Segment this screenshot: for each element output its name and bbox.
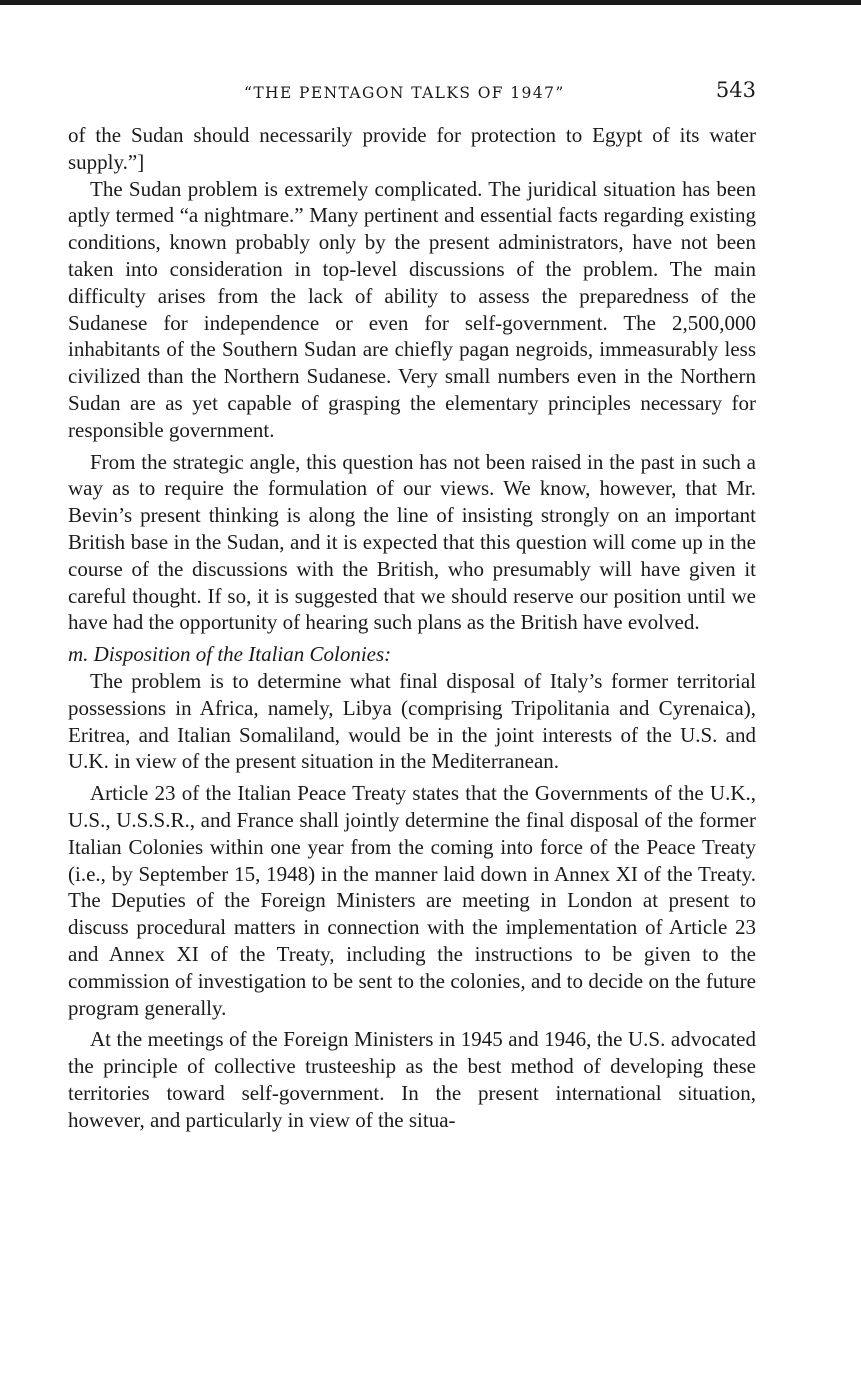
- paragraph-article-23: Article 23 of the Italian Peace Treaty states that the Governments of the U.K., U.S., U.S.S.R., and France shall jointly determine the final disposal of the former Italian Colonies within one year from the coming into force of the Peace Treaty (i.e., by September 15, 1948) in the manner laid down in Annex XI of the Treaty. The Deputies of the Foreign Ministers are meeting in London at present to discuss procedural matters in connection with the implementation of Article 23 and Annex XI of the Treaty, including the instructions to be given to the commission of investigation to be sent to the colonies, and to decide on the future program generally.: [68, 781, 756, 1020]
- page-number: 543: [715, 78, 756, 102]
- section-heading-italian-colonies: m. Disposition of the Italian Colonies:: [68, 642, 392, 667]
- paragraph-strategic-angle: From the strategic angle, this question has not been raised in the past in such a way as to require the formulation of our views. We know, however, that Mr. Bevin’s present thinking is along the line of insisting strongly on an important British base in the Sudan, and it is expected that this question will come up in the course of the discussions with the British, who presumably will have given it careful thought. If so, it is suggested that we should reserve our position until we have had the opportunity of hearing such plans as the British have evolved.: [68, 449, 756, 635]
- paragraph-sudan-continuation: of the Sudan should necessarily provide for protection to Egypt of its water supply.”]: [68, 123, 756, 174]
- paragraph-sudan-problem: The Sudan problem is extremely complicated. The juridical situation has been aptly termed “a nightmare.” Many pertinent and essential facts regarding existing conditions, known probably only by the present administrators, have not been taken into consideration in top-level discussions of the problem. The main difficulty arises from the lack of ability to assess the preparedness of the Sudanese for independence or even for self-government. The 2,500,000 inhabitants of the Southern Sudan are chiefly pagan negroids, immeasurably less civilized than the Northern Sudanese. Very small numbers even in the Northern Sudan are as yet capable of grasping the elementary principles necessary for responsible government.: [68, 176, 756, 442]
- running-title: “THE PENTAGON TALKS OF 1947”: [244, 84, 565, 102]
- paragraph-colonies-problem: The problem is to determine what final disposal of Italy’s former territorial possessions in Africa, namely, Libya (comprising Tripolitania and Cyrenaica), Eritrea, and Italian Somaliland, would be in the joint interests of the U.S. and U.K. in view of the present situation in the Mediterranean.: [68, 668, 756, 774]
- paragraph-foreign-ministers: At the meetings of the Foreign Ministers in 1945 and 1946, the U.S. advocated the principle of collective trusteeship as the best method of developing these territories toward self-government. In the present international situation, however, and particularly in view of the situa-: [68, 1027, 756, 1132]
- page-top-edge: [0, 0, 861, 5]
- running-head: [68, 74, 756, 108]
- body-text: [68, 122, 756, 1133]
